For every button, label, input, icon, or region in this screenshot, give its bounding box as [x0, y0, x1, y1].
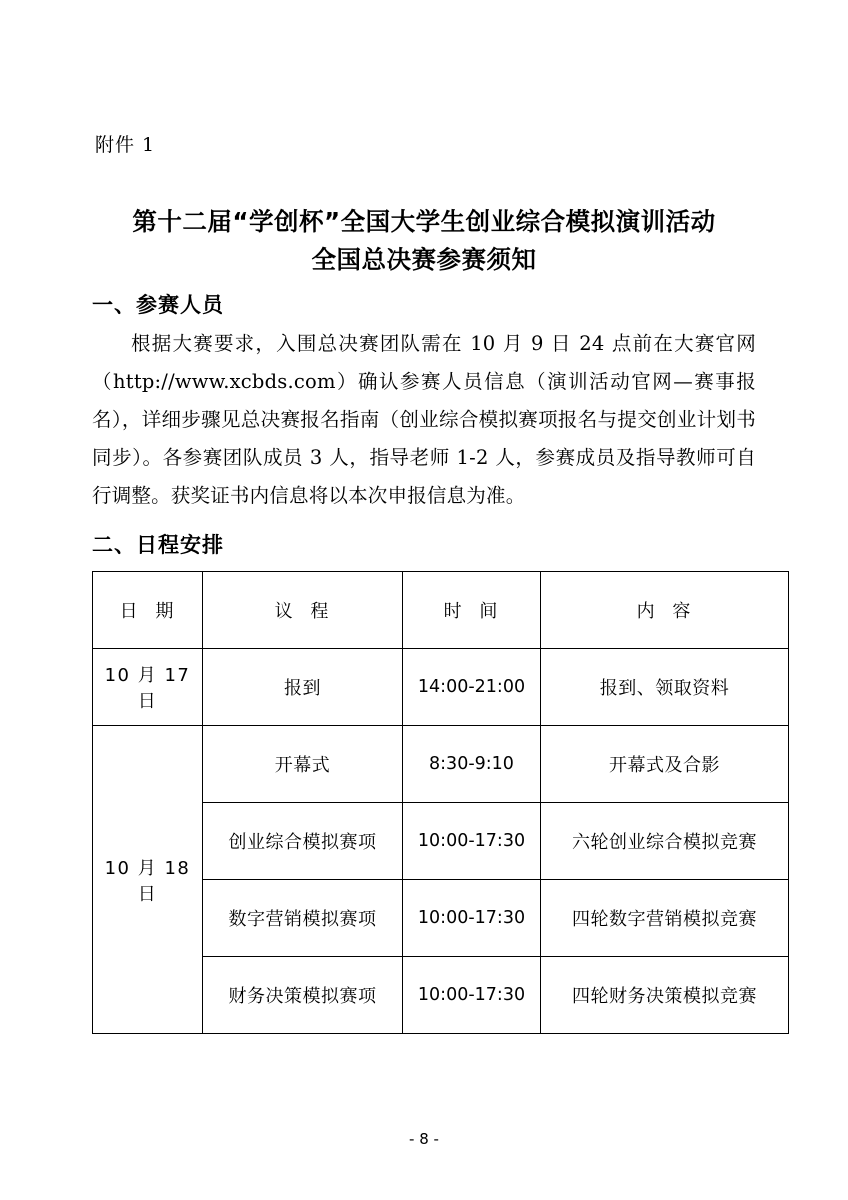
section-heading-schedule: 二、日程安排	[92, 533, 224, 558]
table-cell-agenda: 开幕式	[203, 726, 403, 803]
table-cell-time: 14:00-21:00	[403, 649, 541, 726]
page-title-line-2: 全国总决赛参赛须知	[311, 244, 537, 274]
table-cell-content: 六轮创业综合模拟竞赛	[541, 803, 789, 880]
page-title	[92, 203, 756, 279]
schedule-table	[92, 571, 789, 1034]
table-header-content: 内 容	[541, 572, 789, 649]
page-number: - 8 -	[409, 1130, 439, 1148]
table-header-date: 日 期	[93, 572, 203, 649]
table-row	[93, 649, 789, 726]
attachment-label: 附件 1	[95, 134, 156, 156]
table-cell-agenda: 财务决策模拟赛项	[203, 957, 403, 1034]
table-cell-date: 10 月 17 日	[93, 649, 203, 726]
table-row	[93, 726, 789, 803]
table-header-time: 时 间	[403, 572, 541, 649]
table-cell-date: 10 月 18 日	[93, 726, 203, 1034]
table-header-row	[93, 572, 789, 649]
table-cell-time: 10:00-17:30	[403, 803, 541, 880]
section-heading-participants: 一、参赛人员	[92, 292, 224, 317]
table-cell-agenda: 报到	[203, 649, 403, 726]
table-cell-agenda: 创业综合模拟赛项	[203, 803, 403, 880]
table-cell-time: 8:30-9:10	[403, 726, 541, 803]
table-cell-agenda: 数字营销模拟赛项	[203, 880, 403, 957]
page-title-line-1: 第十二届“学创杯”全国大学生创业综合模拟演训活动	[132, 207, 716, 236]
table-cell-content: 报到、领取资料	[541, 649, 789, 726]
section-paragraph-participants: 根据大赛要求，入围总决赛团队需在 10 月 9 日 24 点前在大赛官网（http://www.xcbds.com）确认参赛人员信息（演训活动官网—赛事报名），详细步骤见总决赛报名指南（创业综合模拟赛项报名与提交创业计划书同步）。各参赛团队成员 3 人，指导老师 1-2 人，参赛成员及指导教师可自行调整。获奖证书内信息将以本次申报信息为准。	[92, 331, 756, 507]
table-header-agenda: 议 程	[203, 572, 403, 649]
table-cell-time: 10:00-17:30	[403, 880, 541, 957]
table-cell-content: 开幕式及合影	[541, 726, 789, 803]
table-cell-content: 四轮财务决策模拟竞赛	[541, 957, 789, 1034]
table-cell-content: 四轮数字营销模拟竞赛	[541, 880, 789, 957]
table-cell-time: 10:00-17:30	[403, 957, 541, 1034]
